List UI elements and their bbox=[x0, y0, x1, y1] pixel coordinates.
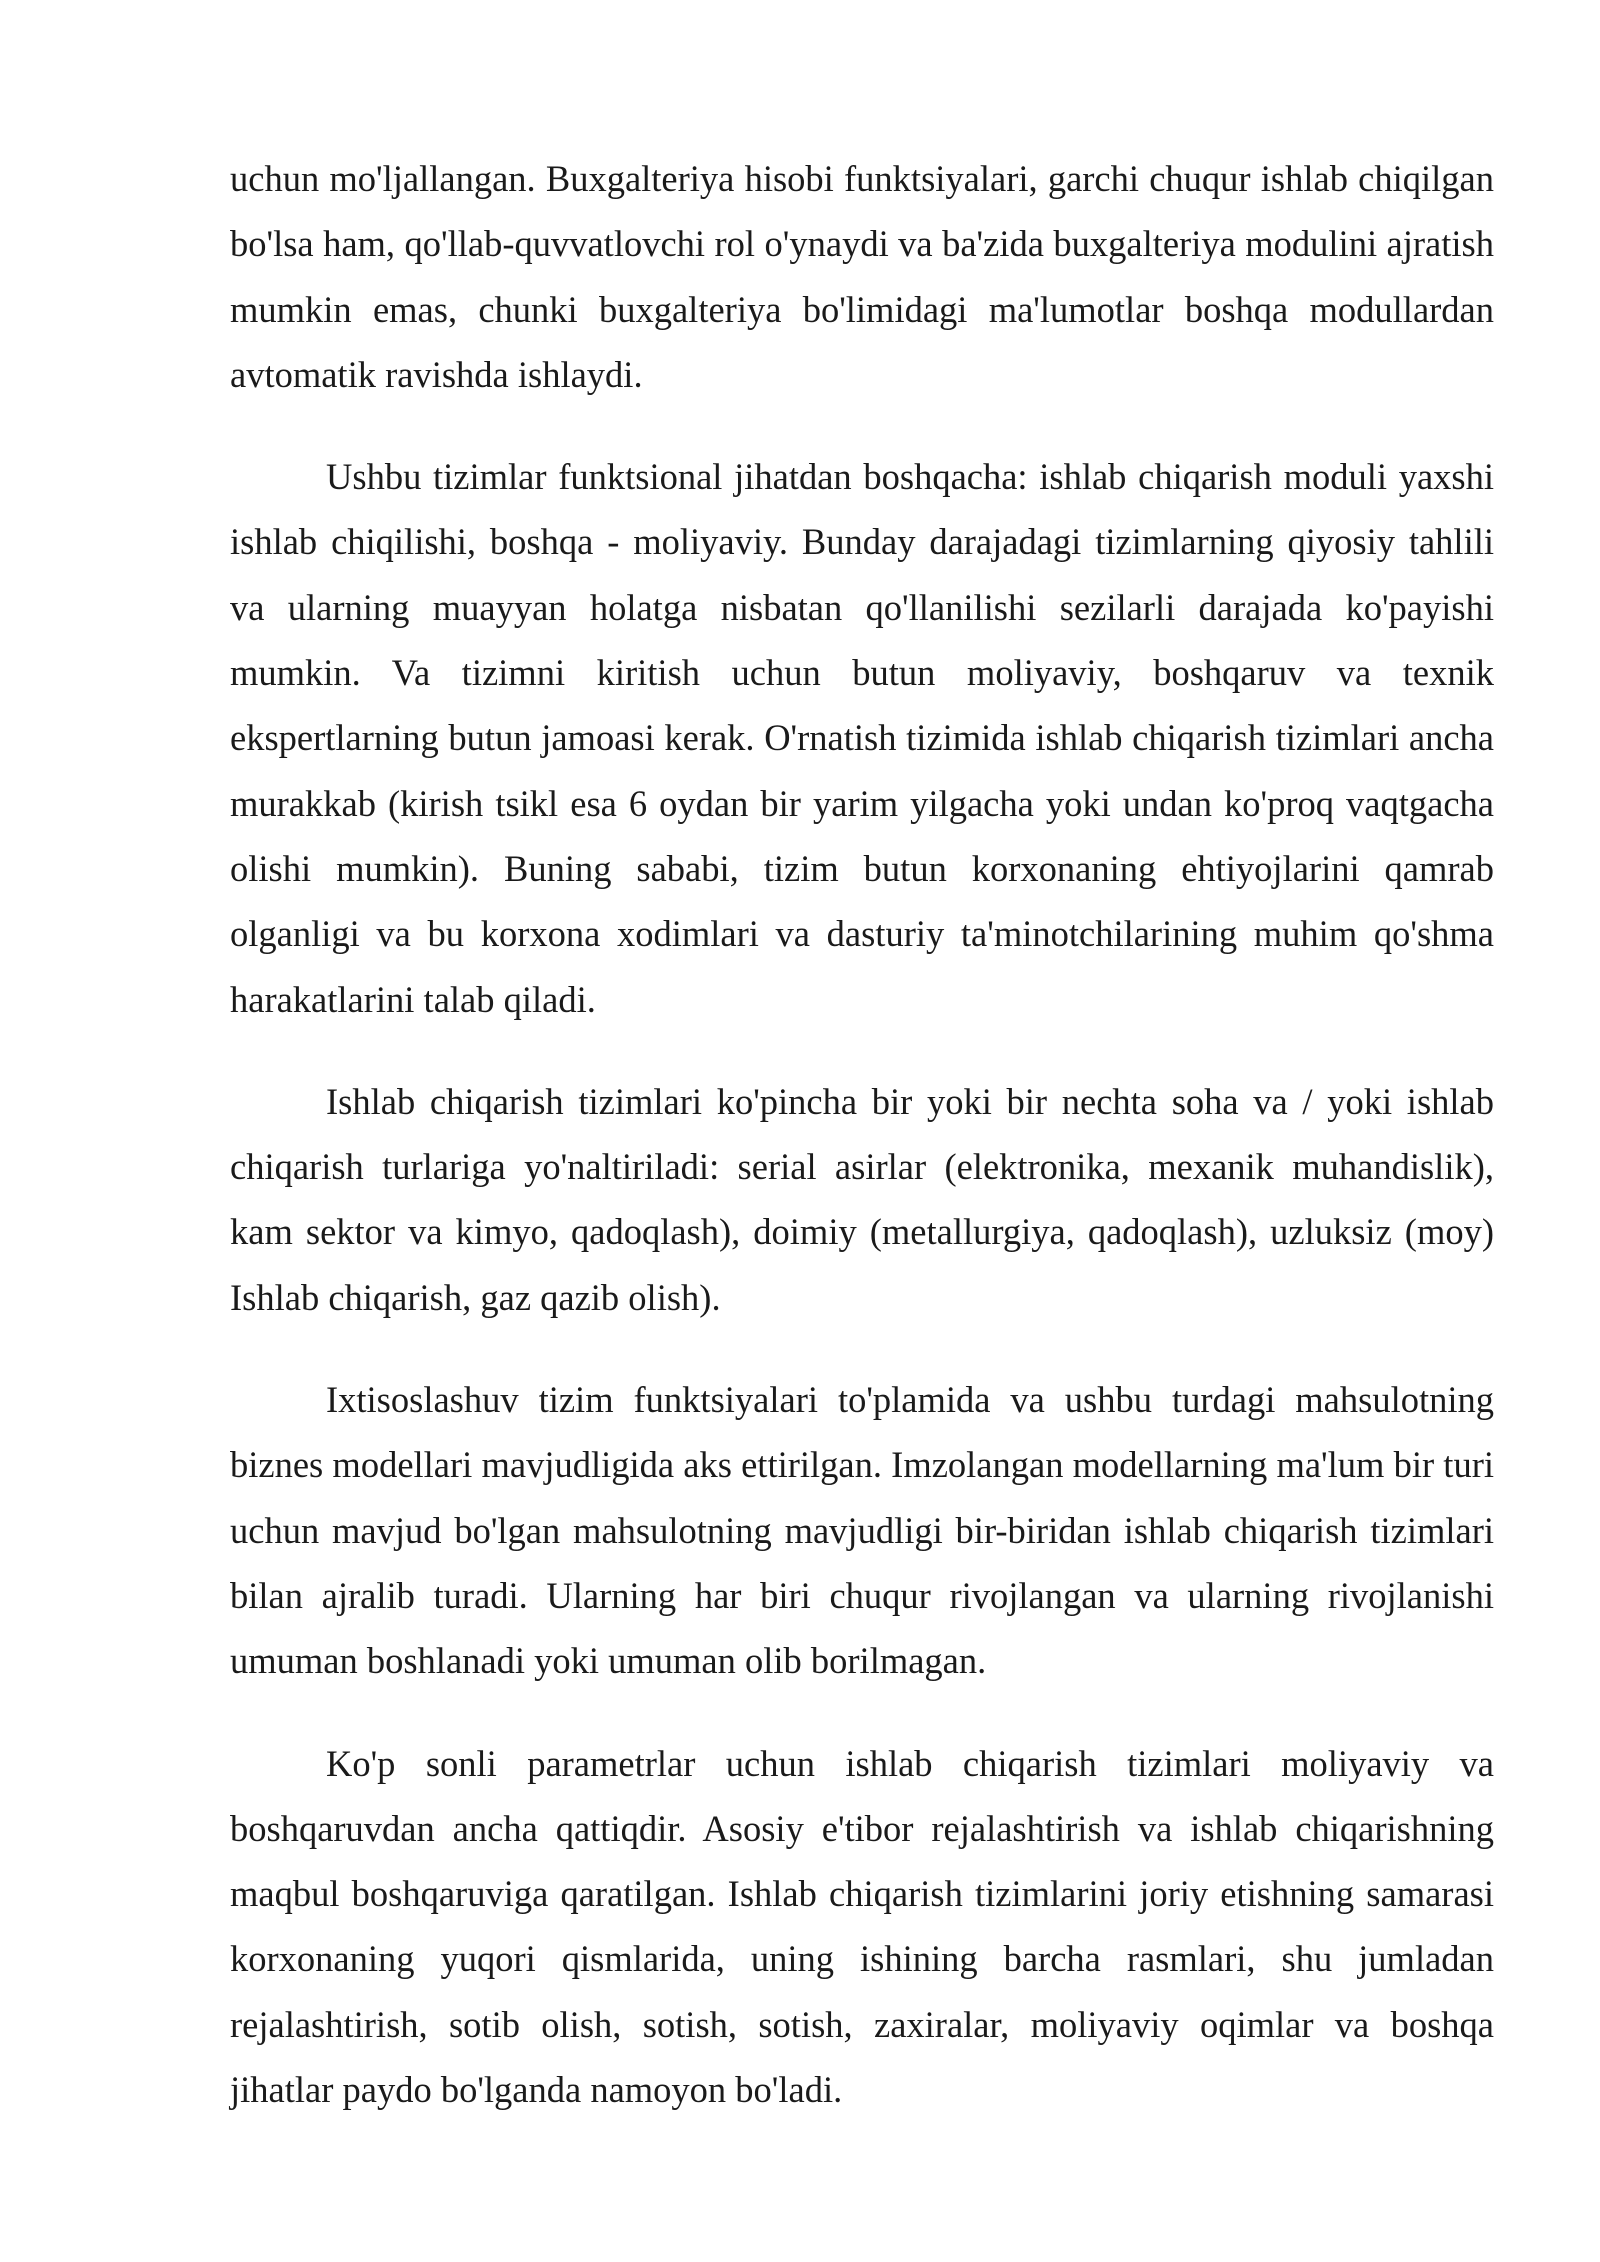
paragraph-3: Ishlab chiqarish tizimlari ko'pincha bir yoki bir nechta soha va / yoki ishlab chiqarish turlariga yo'naltiriladi: serial asirlar (elektronika, mexanik muhandislik), kam sektor va kimyo, qadoqlash), doimiy (metallurgiya, qadoqlash), uzluksiz (moy) Ishlab chiqarish, gaz qazib olish). bbox=[230, 1080, 1494, 1318]
paragraph-4: Ixtisoslashuv tizim funktsiyalari to'plamida va ushbu turdagi mahsulotning biznes modellari mavjudligida aks ettirilgan. Imzolangan modellarning ma'lum bir turi uchun mavjud bo'lgan mahsulotning mavjudligi bir-biridan ishlab chiqarish tizimlari bilan ajralib turadi. Ularning har biri chuqur rivojlangan va ularning rivojlanishi umuman boshlanadi yoki umuman olib borilmagan. bbox=[230, 1379, 1494, 1682]
paragraph-5: Ko'p sonli parametrlar uchun ishlab chiqarish tizimlari moliyaviy va boshqaruvdan ancha qattiqdir. Asosiy e'tibor rejalashtirish va ishlab chiqarishning maqbul boshqaruviga qaratilgan. Ishlab chiqarish tizimlarini joriy etishning samarasi korxonaning yuqori qismlarida, uning ishining barcha rasmlari, shu jumladan rejalashtirish, sotib olish, sotish, sotish, zaxiralar, moliyaviy oqimlar va boshqa jihatlar paydo bo'lganda namoyon bo'ladi. bbox=[230, 1742, 1494, 2111]
document-page bbox=[230, 146, 1494, 2159]
paragraph-1: uchun mo'ljallangan. Buxgalteriya hisobi funktsiyalari, garchi chuqur ishlab chiqilgan bo'lsa ham, qo'llab-quvvatlovchi rol o'ynaydi va ba'zida buxgalteriya modulini ajratish mumkin emas, chunki buxgalteriya bo'limidagi ma'lumotlar boshqa modullardan avtomatik ravishda ishlaydi. bbox=[230, 158, 1494, 395]
paragraph-2: Ushbu tizimlar funktsional jihatdan boshqacha: ishlab chiqarish moduli yaxshi ishlab chiqilishi, boshqa - moliyaviy. Bunday darajadagi tizimlarning qiyosiy tahlili va ularning muayyan holatga nisbatan qo'llanilishi sezilarli darajada ko'payishi mumkin. Va tizimni kiritish uchun butun moliyaviy, boshqaruv va texnik ekspertlarning butun jamoasi kerak. O'rnatish tizimida ishlab chiqarish tizimlari ancha murakkab (kirish tsikl esa 6 oydan bir yarim yilgacha yoki undan ko'proq vaqtgacha olishi mumkin). Buning sababi, tizim butun korxonaning ehtiyojlarini qamrab olganligi va bu korxona xodimlari va dasturiy ta'minotchilarining muhim qo'shma harakatlarini talab qiladi. bbox=[230, 456, 1494, 1020]
